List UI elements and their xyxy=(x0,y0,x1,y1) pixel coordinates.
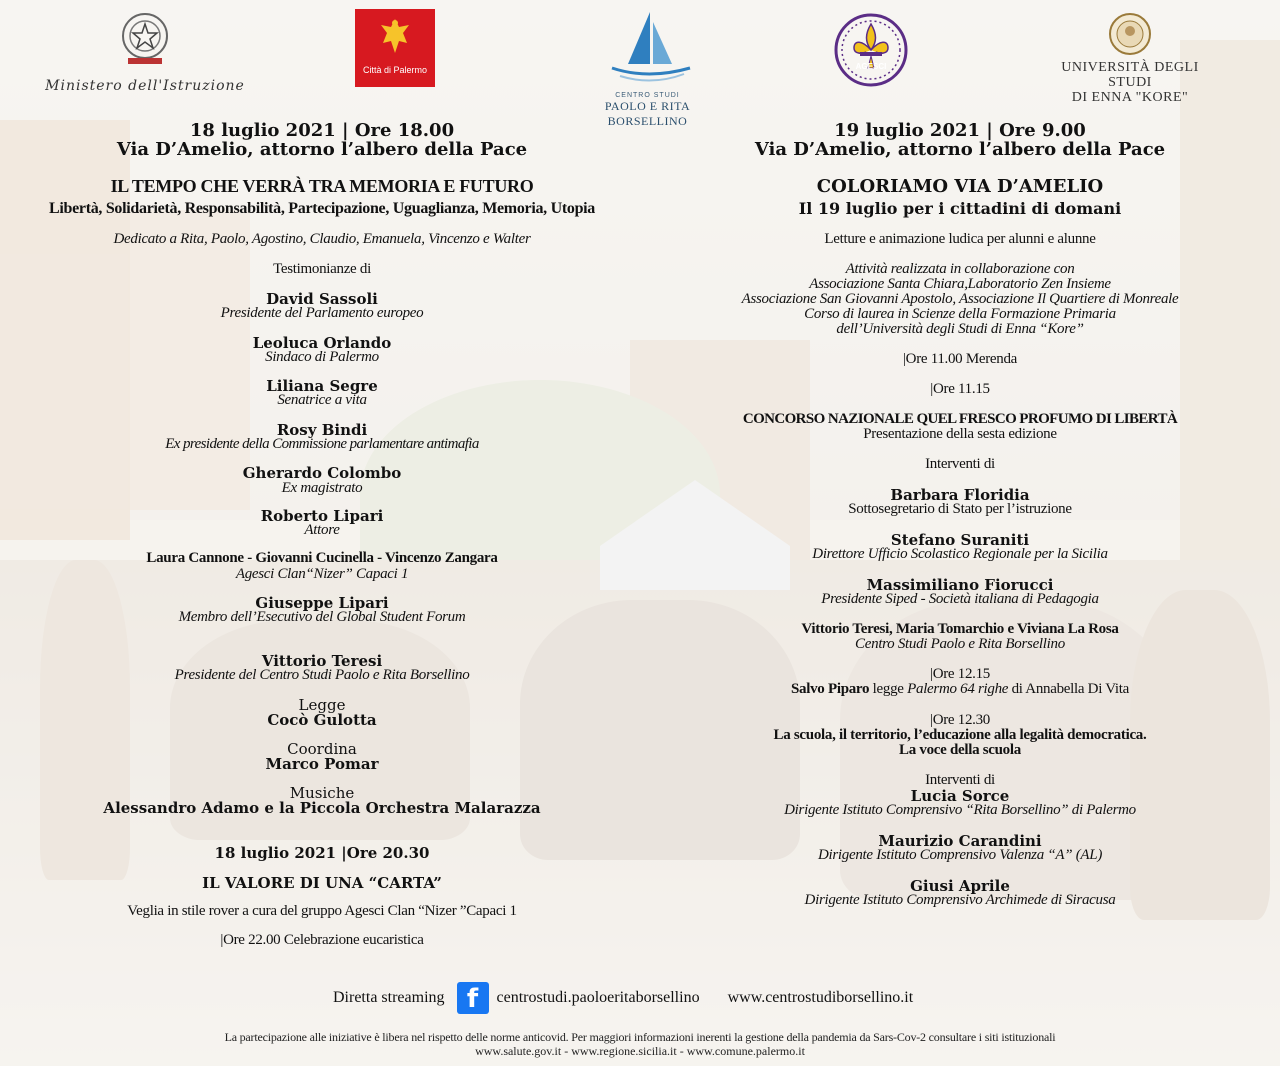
left-speaker-role: Sindaco di Palermo xyxy=(265,349,379,365)
legge-label: Legge xyxy=(298,696,346,714)
ministero-caption: Ministero dell'Istruzione xyxy=(45,78,245,94)
scuola-sub: La voce della scuola xyxy=(899,742,1021,758)
collab-line: dell’Università degli Studi di Enna “Kore” xyxy=(836,321,1084,337)
concorso-title: CONCORSO NAZIONALE QUEL FRESCO PROFUMO DI LIBERTÀ xyxy=(742,411,1178,427)
diretta-label: Diretta streaming xyxy=(333,989,445,1006)
collab-line: Corso di laurea in Scienze della Formazione Primaria xyxy=(804,306,1116,322)
coordina-name: Marco Pomar xyxy=(265,755,379,773)
left-speaker-role: Membro dell’Esecutivo del Global Student Forum xyxy=(178,609,466,625)
interventi2-label: Interventi di xyxy=(925,772,995,788)
left-speaker-name: Gherardo Colombo xyxy=(242,464,402,482)
left-speaker-role: Agesci Clan“Nizer” Capaci 1 xyxy=(235,566,409,582)
agesci-logo xyxy=(832,10,910,90)
piparo-legge: legge xyxy=(869,681,908,697)
footer-notice: La partecipazione alle iniziative è libera nel rispetto delle norme anticovid. Per maggiori informazioni inerenti la gestione della pandemia da Sars-Cov-2 consultare i siti istituzionali xyxy=(224,1030,1056,1044)
right-speaker2-role: Dirigente Istituto Comprensivo Archimede di Siracusa xyxy=(804,892,1116,908)
right-speaker-name: Vittorio Teresi, Maria Tomarchio e Viviana La Rosa xyxy=(801,621,1119,637)
right-place: Via D’Amelio, attorno l’albero della Pace xyxy=(754,139,1166,160)
right-speaker-name: Barbara Floridia xyxy=(890,486,1030,504)
coordina-label: Coordina xyxy=(287,740,357,758)
left-speaker-role: Senatrice a vita xyxy=(277,392,367,408)
left-subtitle: Libertà, Solidarietà, Responsabilità, Partecipazione, Uguaglianza, Memoria, Utopia xyxy=(48,200,596,217)
left-date: 18 luglio 2021 | Ore 18.00 xyxy=(189,120,455,141)
ministero-logo xyxy=(30,8,260,94)
kore-caption-line1: UNIVERSITÀ DEGLI STUDI xyxy=(1061,60,1199,90)
left-speaker-role: Presidente del Parlamento europeo xyxy=(220,305,424,321)
kore-caption-line2: DI ENNA "KORE" xyxy=(1071,90,1189,105)
right-speaker-name: Massimiliano Fiorucci xyxy=(866,576,1054,594)
right-speaker2-name: Maurizio Carandini xyxy=(878,832,1042,850)
right-speaker-role: Sottosegretario di Stato per l’istruzione xyxy=(848,501,1072,517)
collab-line: Associazione San Giovanni Apostolo, Associazione Il Quartiere di Monreale xyxy=(741,291,1179,307)
left-speaker-name: Laura Cannone - Giovanni Cucinella - Vincenzo Zangara xyxy=(146,550,498,566)
piparo-name: Salvo Piparo xyxy=(791,681,870,697)
right-subtitle: Il 19 luglio per i cittadini di domani xyxy=(798,199,1122,218)
right-letture: Letture e animazione ludica per alunni e alunne xyxy=(824,231,1096,247)
left-speaker-name: Rosy Bindi xyxy=(276,421,368,439)
left-speaker-role: Ex magistrato xyxy=(281,480,363,496)
right-speaker2-name: Lucia Sorce xyxy=(910,787,1010,805)
sailboat-icon xyxy=(598,8,698,88)
centro-studi-caption-top: CENTRO STUDI xyxy=(615,92,680,99)
centro-studi-logo xyxy=(575,8,720,129)
left-dedication: Dedicato a Rita, Paolo, Agostino, Claudio, Emanuela, Vincenzo e Walter xyxy=(113,231,531,247)
left-speaker-name: David Sassoli xyxy=(266,290,378,308)
left-place: Via D’Amelio, attorno l’albero della Pace xyxy=(116,139,528,160)
right-speaker2-name: Giusi Aprile xyxy=(910,877,1010,895)
ore-1230: |Ore 12.30 xyxy=(930,712,990,728)
left-speaker-name: Giuseppe Lipari xyxy=(255,594,389,612)
evening-date: 18 luglio 2021 |Ore 20.30 xyxy=(214,844,430,862)
left-speaker-name: Leoluca Orlando xyxy=(252,334,392,352)
facebook-icon[interactable]: f xyxy=(457,982,489,1014)
right-speaker-role: Centro Studi Paolo e Rita Borsellino xyxy=(855,636,1065,652)
left-title: IL TEMPO CHE VERRÀ TRA MEMORIA E FUTURO xyxy=(110,176,534,196)
mass-time: |Ore 22.00 Celebrazione eucaristica xyxy=(220,932,424,948)
right-speaker2-role: Dirigente Istituto Comprensivo Valenza “A” (AL) xyxy=(817,847,1103,863)
kore-seal-icon xyxy=(1108,12,1152,56)
right-speaker-name: Stefano Suraniti xyxy=(890,531,1030,549)
concorso-presentazione: Presentazione della sesta edizione xyxy=(863,426,1057,442)
interventi-label: Interventi di xyxy=(925,456,995,472)
evening-desc: Veglia in stile rover a cura del gruppo Agesci Clan “Nizer ”Capaci 1 xyxy=(127,903,517,919)
right-speaker2-role: Dirigente Istituto Comprensivo “Rita Borsellino” di Palermo xyxy=(784,802,1136,818)
facebook-link[interactable]: centrostudi.paoloeritaborsellino xyxy=(496,989,700,1006)
collab-line: Associazione Santa Chiara,Laboratorio Zen Insieme xyxy=(809,276,1111,292)
left-speaker-name: Liliana Segre xyxy=(266,377,378,395)
left-speaker-role: Attore xyxy=(304,522,340,538)
italian-emblem-icon xyxy=(116,8,174,70)
agesci-fleur-de-lis-icon xyxy=(832,10,910,90)
merenda-time: |Ore 11.00 Merenda xyxy=(902,351,1018,367)
legge-name: Cocò Gulotta xyxy=(267,711,377,729)
left-speaker-role: Ex presidente della Commissione parlamentare antimafia xyxy=(165,436,479,452)
collab-line: Attività realizzata in collaborazione con xyxy=(845,261,1075,277)
palermo-eagle-icon xyxy=(375,15,415,59)
musiche-name: Alessandro Adamo e la Piccola Orchestra Malarazza xyxy=(103,799,541,817)
left-speaker-name: Vittorio Teresi xyxy=(261,652,383,670)
footer-sites: www.salute.gov.it - www.regione.sicilia.it - www.comune.palermo.it xyxy=(475,1044,805,1058)
piparo-author: di Annabella Di Vita xyxy=(1008,681,1129,697)
centro-studi-caption-name: PAOLO E RITA BORSELLINO xyxy=(604,99,691,128)
piparo-title: Palermo 64 righe xyxy=(907,681,1009,697)
ore-1115: |Ore 11.15 xyxy=(930,381,990,397)
left-speaker-role: Presidente del Centro Studi Paolo e Rita Borsellino xyxy=(174,667,470,683)
website-link[interactable]: www.centrostudiborsellino.it xyxy=(727,989,914,1006)
evening-title: IL VALORE DI UNA “CARTA” xyxy=(202,874,442,892)
palermo-logo xyxy=(355,9,435,87)
right-speaker-role: Presidente Siped - Società italiana di Pedagogia xyxy=(821,591,1099,607)
palermo-caption: Città di Palermo xyxy=(362,65,428,75)
scuola-title: La scuola, il territorio, l’educazione alla legalità democratica. xyxy=(773,727,1147,743)
ore-1215: |Ore 12.15 xyxy=(930,666,990,682)
streaming-bar xyxy=(333,982,913,1014)
left-testimonianze: Testimonianze di xyxy=(273,261,371,277)
piparo-line xyxy=(791,681,1129,698)
kore-logo xyxy=(1050,12,1210,105)
left-speaker-name: Roberto Lipari xyxy=(260,507,384,525)
agesci-caption: AGESCI xyxy=(855,62,887,71)
right-date: 19 luglio 2021 | Ore 9.00 xyxy=(834,120,1086,141)
musiche-label: Musiche xyxy=(289,784,355,802)
right-title: COLORIAMO VIA D’AMELIO xyxy=(816,176,1104,197)
right-speaker-role: Direttore Ufficio Scolastico Regionale per la Sicilia xyxy=(812,546,1108,562)
